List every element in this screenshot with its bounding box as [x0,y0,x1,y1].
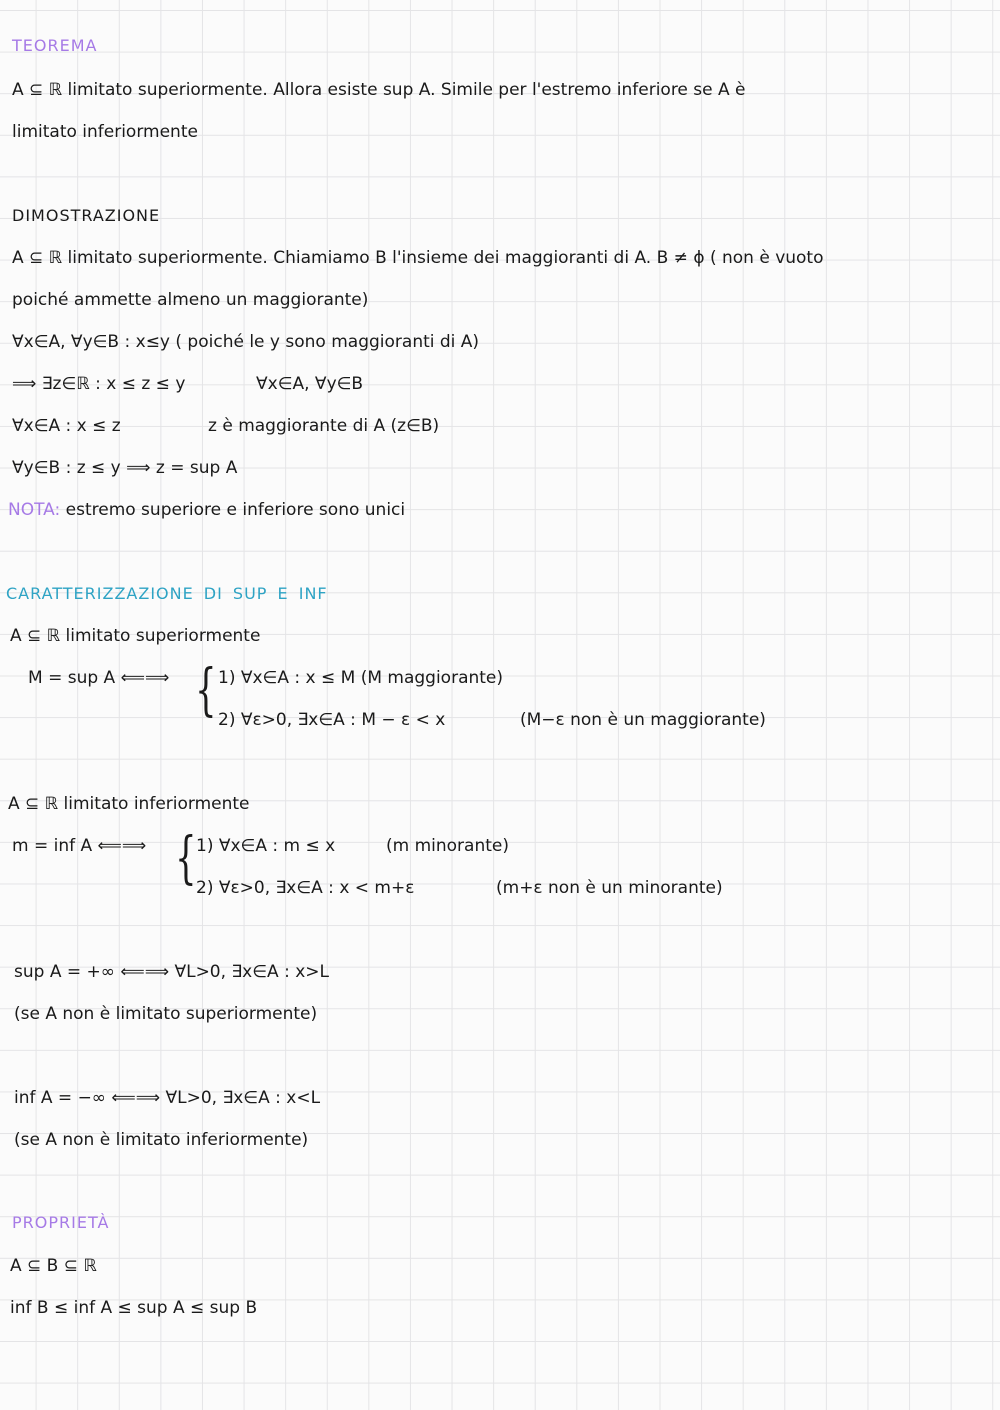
nota-text: estremo superiore e inferiore sono unici [65,500,406,520]
dimostrazione-line-5b: z è maggiorante di A (z∈B) [208,416,440,436]
inf-condition-1-note: (m minorante) [386,836,509,856]
dimostrazione-line-5a: ∀x∈A : x ≤ z [12,416,121,436]
dimostrazione-line-4a: ⟹ ∃z∈ℝ : x ≤ z ≤ y [12,374,186,394]
sup-infinity-line-2: (se A non è limitato superiormente) [14,1004,318,1024]
dimostrazione-line-2: poiché ammette almeno un maggiorante) [12,290,369,310]
inf-condition-1: 1) ∀x∈A : m ≤ x [196,836,336,856]
teorema-line-1: A ⊆ ℝ limitato superiormente. Allora esiste sup A. Simile per l'estremo inferiore se A è [12,80,746,100]
inf-condition-2: 2) ∀ε>0, ∃x∈A : x < m+ε [196,878,415,898]
caratterizzazione-heading: CARATTERIZZAZIONE DI SUP E INF [6,584,328,603]
sup-brace: { [195,658,217,723]
sup-condition-2: 2) ∀ε>0, ∃x∈A : M − ε < x [218,710,446,730]
dimostrazione-heading: DIMOSTRAZIONE [12,206,161,225]
dimostrazione-line-3: ∀x∈A, ∀y∈B : x≤y ( poiché le y sono maggioranti di A) [12,332,480,352]
inf-brace: { [175,826,197,891]
proprieta-line-1: A ⊆ B ⊆ ℝ [10,1256,97,1276]
inf-condition-2-note: (m+ε non è un minorante) [496,878,723,898]
sup-intro: A ⊆ ℝ limitato superiormente [10,626,261,646]
dimostrazione-line-1: A ⊆ ℝ limitato superiormente. Chiamiamo B l'insieme dei maggioranti di A. B ≠ ϕ ( non è vuoto [12,248,824,268]
sup-condition-2-note: (M−ε non è un maggiorante) [520,710,766,730]
teorema-line-2: limitato inferiormente [12,122,198,142]
dimostrazione-line-6: ∀y∈B : z ≤ y ⟹ z = sup A [12,458,238,478]
inf-infinity-line-2: (se A non è limitato inferiormente) [14,1130,309,1150]
proprieta-heading: PROPRIETÀ [12,1213,110,1232]
inf-infinity-line-1: inf A = −∞ ⟸⟹ ∀L>0, ∃x∈A : x<L [14,1088,321,1108]
nota [8,499,405,521]
dimostrazione-line-4b: ∀x∈A, ∀y∈B [256,374,364,394]
inf-intro: A ⊆ ℝ limitato inferiormente [8,794,250,814]
sup-lhs: M = sup A ⟸⟹ [28,668,170,688]
sup-infinity-line-1: sup A = +∞ ⟸⟹ ∀L>0, ∃x∈A : x>L [14,962,329,982]
nota-label: NOTA: [8,500,61,520]
teorema-heading: TEOREMA [12,36,98,55]
sup-condition-1: 1) ∀x∈A : x ≤ M (M maggiorante) [218,668,504,688]
inf-lhs: m = inf A ⟸⟹ [12,836,147,856]
proprieta-line-2: inf B ≤ inf A ≤ sup A ≤ sup B [10,1298,258,1318]
